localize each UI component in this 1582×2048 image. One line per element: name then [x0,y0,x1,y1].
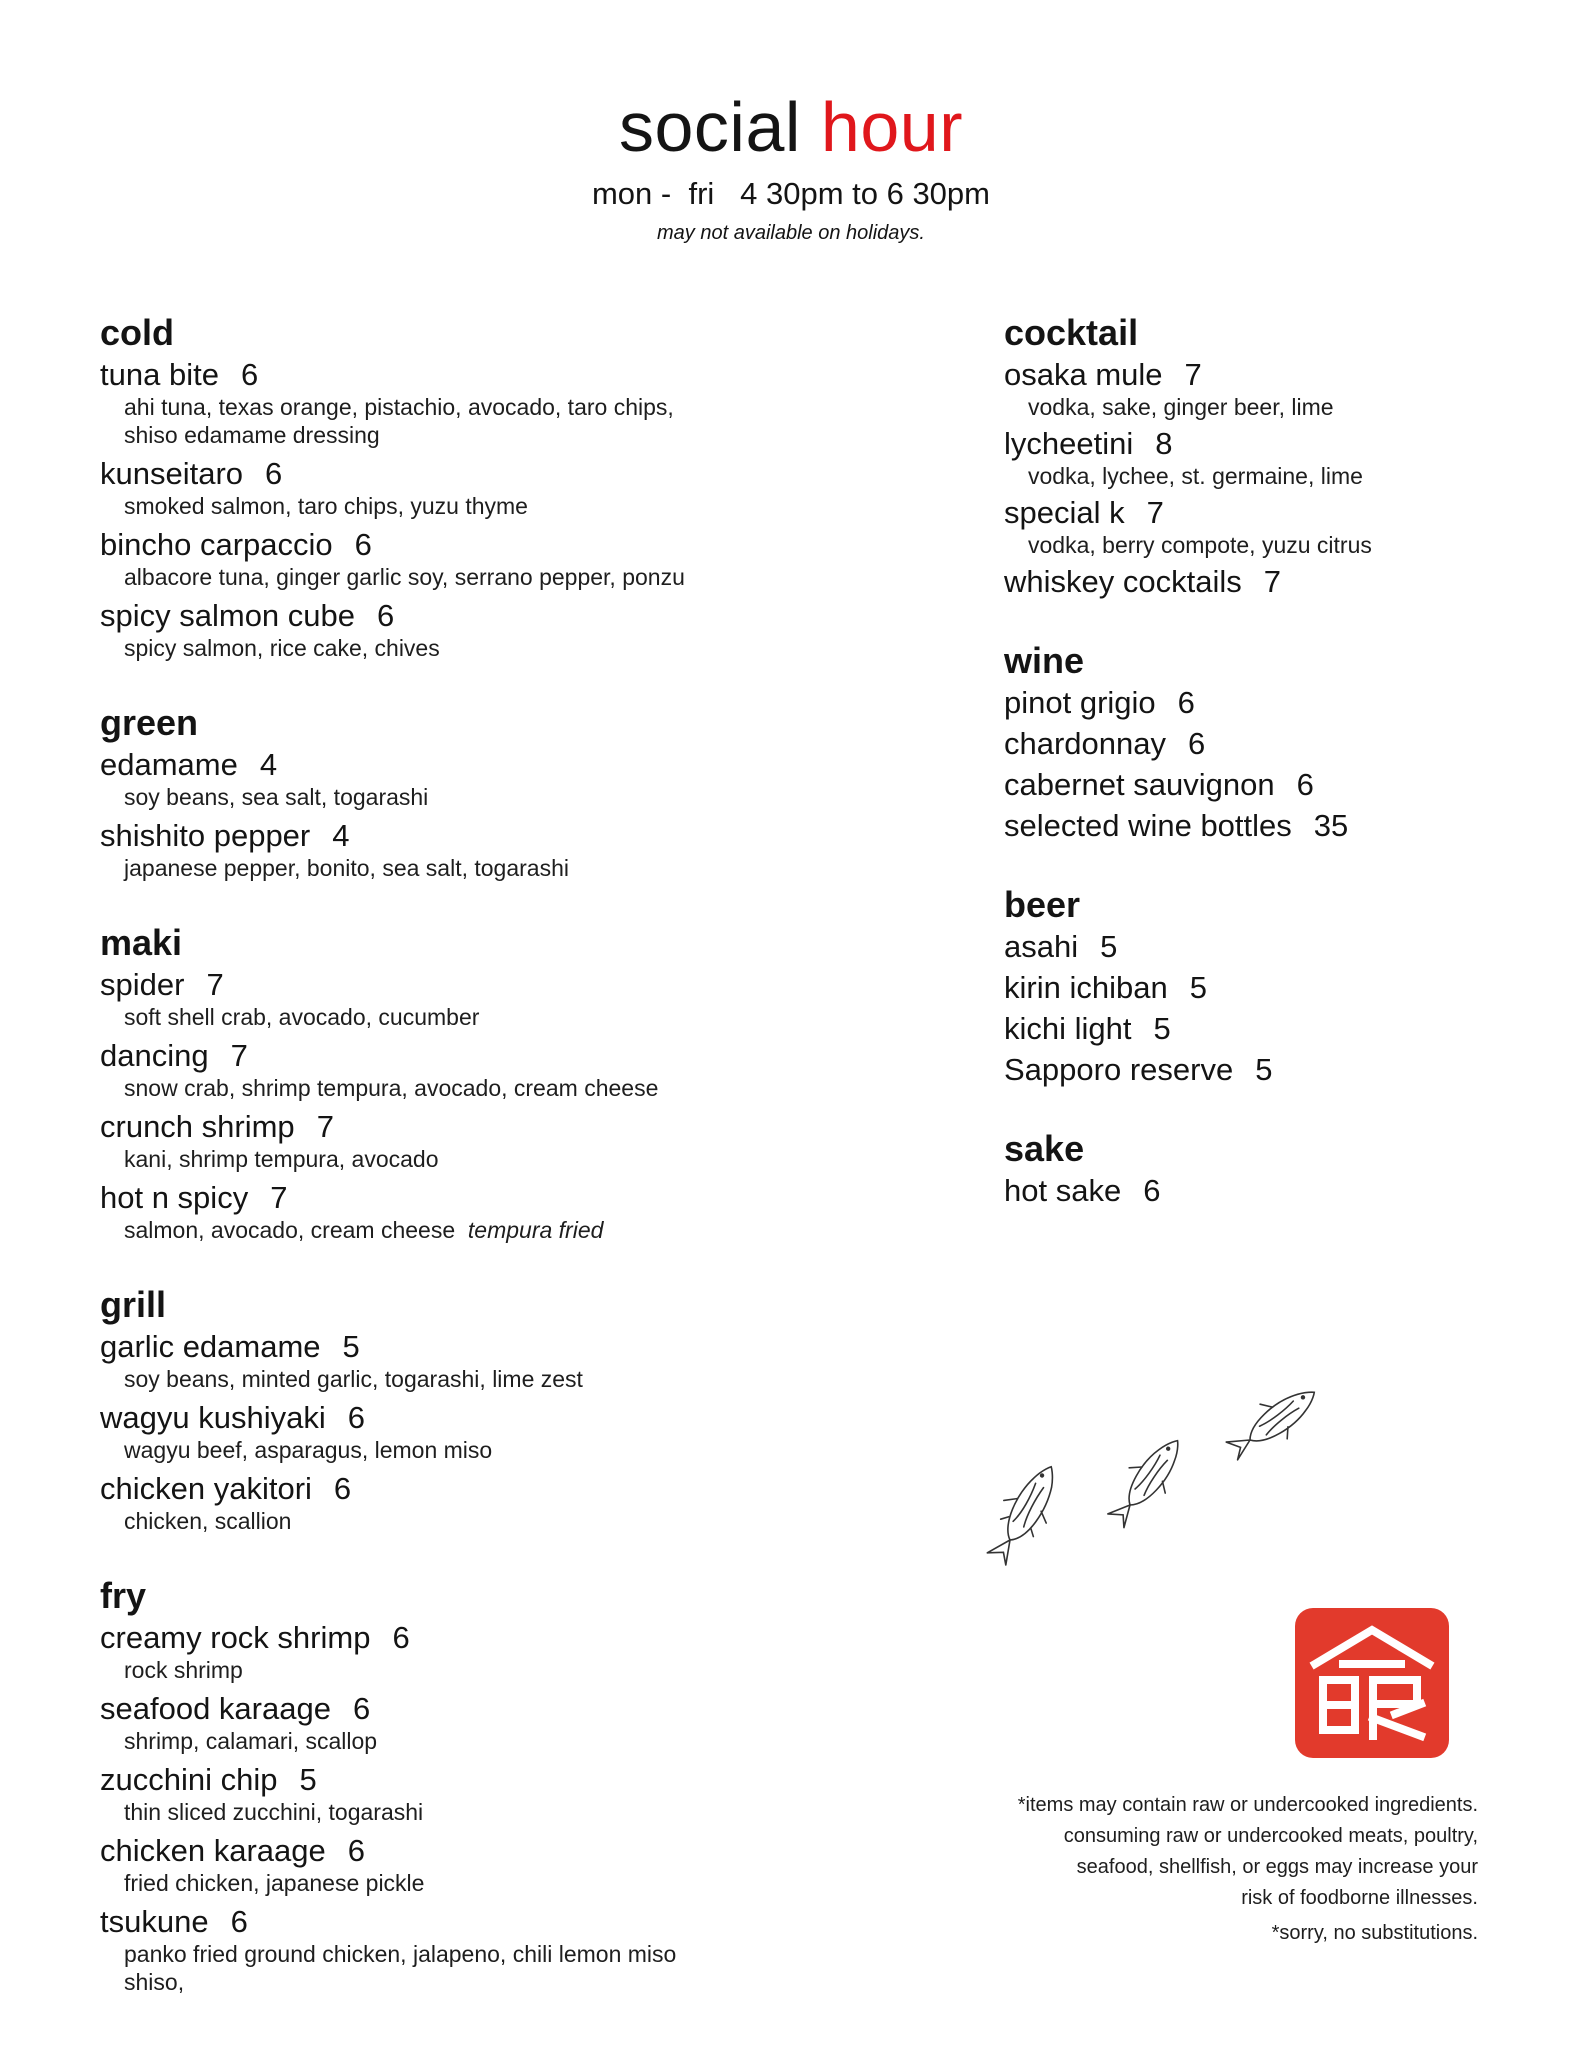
menu-item [1004,725,1524,762]
item-desc: panko fried ground chicken, jalapeno, chili lemon miso [124,1941,677,1967]
item-name: shishito pepper [100,818,311,853]
item-name: tsukune [100,1904,209,1939]
item-price: 6 [377,598,395,633]
item-price: 35 [1313,808,1349,843]
menu-item [100,1108,720,1173]
item-name: osaka mule [1004,357,1163,392]
item-price: 5 [1100,929,1118,964]
item-name: kunseitaro [100,456,244,491]
item-name: dancing [100,1038,209,1073]
section-sake [1004,1128,1524,1209]
page-title [0,86,1582,168]
item-desc: vodka, berry compote, yuzu citrus [1028,532,1372,558]
section-fry [100,1575,720,1996]
menu-item [1004,969,1524,1006]
item-price: 5 [1153,1011,1171,1046]
item-desc: thin sliced zucchini, togarashi [124,1799,424,1825]
menu-item [1004,928,1524,965]
menu-item [100,356,720,449]
item-desc: chicken, scallion [124,1508,292,1534]
section-green [100,702,720,882]
item-price: 7 [1184,357,1202,392]
menu-item [1004,1051,1524,1088]
item-name: chicken karaage [100,1833,326,1868]
item-name: garlic edamame [100,1329,321,1364]
section-cold [100,312,720,662]
menu-item [100,1690,720,1755]
restaurant-logo [1295,1608,1449,1758]
item-name: chicken yakitori [100,1471,312,1506]
section-beer [1004,884,1524,1088]
item-desc: albacore tuna, ginger garlic soy, serrano pepper, ponzu [124,564,685,590]
menu-item [1004,1010,1524,1047]
item-desc: smoked salmon, taro chips, yuzu thyme [124,493,528,519]
item-name: zucchini chip [100,1762,278,1797]
item-desc: wagyu beef, asparagus, lemon miso [124,1437,493,1463]
disclaimer-line: risk of foodborne illnesses. [1241,1887,1478,1909]
item-price: 8 [1155,426,1173,461]
disclaimer-line: seafood, shellfish, or eggs may increase your [1076,1856,1478,1878]
title-hour: hour [820,88,964,166]
section-wine [1004,640,1524,844]
disclaimer-line: consuming raw or undercooked meats, poultry, [1063,1825,1478,1847]
item-price: 6 [1177,685,1195,720]
section-title: fry [100,1575,147,1616]
item-name: hot sake [1004,1173,1122,1208]
item-price: 6 [1188,726,1206,761]
item-name: lycheetini [1004,426,1134,461]
no-substitutions-note: *sorry, no substitutions. [1271,1922,1478,1944]
section-title: green [100,702,199,743]
item-name: bincho carpaccio [100,527,333,562]
koi-fish-icon [930,1340,1370,1640]
section-title: beer [1004,884,1081,925]
kanji-logo-icon [1295,1608,1449,1758]
menu-item [100,597,720,662]
item-name: spicy salmon cube [100,598,356,633]
section-cocktail [1004,312,1524,600]
item-name: asahi [1004,929,1079,964]
menu-item [1004,356,1524,421]
item-desc: japanese pepper, bonito, sea salt, togarashi [124,855,569,881]
item-name: chardonnay [1004,726,1167,761]
item-desc-text: salmon, avocado, cream cheese [124,1217,456,1243]
item-name: whiskey cocktails [1004,564,1242,599]
item-price: 7 [316,1109,334,1144]
hours-text: mon - fri 4 30pm to 6 30pm [591,176,990,211]
item-desc: kani, shrimp tempura, avocado [124,1146,439,1172]
menu-item [100,1470,720,1535]
menu-item [1004,563,1524,600]
menu-item [100,1037,720,1102]
menu-item [100,1328,720,1393]
item-desc: rock shrimp [124,1657,243,1683]
item-name: selected wine bottles [1004,808,1292,843]
item-price: 6 [265,456,283,491]
item-name: hot n spicy [100,1180,249,1215]
menu-item [100,817,720,882]
item-name: cabernet sauvignon [1004,767,1275,802]
menu-item [100,1619,720,1684]
item-price: 7 [230,1038,248,1073]
item-desc: vodka, sake, ginger beer, lime [1028,394,1334,420]
menu-item [100,746,720,811]
item-desc-italic: tempura fried [467,1217,604,1243]
item-price: 6 [1143,1173,1161,1208]
item-desc: vodka, lychee, st. germaine, lime [1028,463,1363,489]
item-price: 4 [259,747,278,782]
item-price: 7 [270,1180,288,1215]
item-price: 5 [299,1762,317,1797]
item-price: 6 [347,1400,365,1435]
menu-item [1004,766,1524,803]
menu-item [1004,425,1524,490]
menu-item [100,1761,720,1826]
item-name: seafood karaage [100,1691,331,1726]
item-price: 6 [1296,767,1314,802]
section-title: cold [100,312,175,353]
item-desc: shiso edamame dressing [124,422,380,448]
item-desc: shrimp, calamari, scallop [124,1728,378,1754]
item-name: edamame [100,747,238,782]
section-title: grill [100,1284,167,1325]
section-title: cocktail [1004,312,1139,353]
item-price: 7 [1146,495,1164,530]
item-name: tuna bite [100,357,219,392]
item-desc: soft shell crab, avocado, cucumber [124,1004,480,1030]
item-name: Sapporo reserve [1004,1052,1234,1087]
left-column [100,312,720,2036]
item-price: 5 [342,1329,360,1364]
item-name: wagyu kushiyaki [100,1400,326,1435]
item-name: kichi light [1004,1011,1132,1046]
item-name: kirin ichiban [1004,970,1168,1005]
menu-item [100,1903,720,1996]
menu-item [100,1179,720,1244]
section-title: maki [100,922,183,963]
item-price: 6 [230,1904,248,1939]
right-column [1004,312,1524,1249]
item-price: 6 [392,1620,410,1655]
holiday-note: may not available on holidays. [657,222,925,244]
item-desc: ahi tuna, texas orange, pistachio, avocado, taro chips, [124,394,674,420]
menu-item [1004,494,1524,559]
item-price: 6 [352,1691,371,1726]
menu-item [100,455,720,520]
item-name: special k [1004,495,1125,530]
item-desc: spicy salmon, rice cake, chives [124,635,440,661]
item-desc: shiso, [124,1969,185,1995]
item-name: pinot grigio [1004,685,1156,720]
item-price: 5 [1189,970,1207,1005]
menu-item [1004,1172,1524,1209]
menu-item [100,1832,720,1897]
section-title: sake [1004,1128,1085,1169]
disclaimer-line: *items may contain raw or undercooked ingredients. [1017,1794,1478,1816]
item-price: 6 [354,527,372,562]
item-desc: snow crab, shrimp tempura, avocado, cream cheese [124,1075,659,1101]
item-price: 6 [333,1471,352,1506]
item-price: 7 [206,967,224,1002]
menu-header [0,86,1582,246]
item-price: 4 [332,818,350,853]
section-grill [100,1284,720,1535]
item-price: 6 [347,1833,365,1868]
menu-item [100,526,720,591]
item-price: 5 [1255,1052,1273,1087]
item-name: creamy rock shrimp [100,1620,371,1655]
menu-item [1004,684,1524,721]
disclaimer [918,1790,1478,1949]
title-social: social [618,88,801,166]
item-name: crunch shrimp [100,1109,295,1144]
menu-item [1004,807,1524,844]
menu-item [100,966,720,1031]
item-name: spider [100,967,185,1002]
item-desc: fried chicken, japanese pickle [124,1870,425,1896]
item-price: 7 [1263,564,1281,599]
item-desc: soy beans, minted garlic, togarashi, lime zest [124,1366,583,1392]
item-price: 6 [240,357,259,392]
item-desc [100,1216,720,1244]
item-desc: soy beans, sea salt, togarashi [124,784,429,810]
menu-item [100,1399,720,1464]
section-maki [100,922,720,1244]
section-title: wine [1004,640,1085,681]
